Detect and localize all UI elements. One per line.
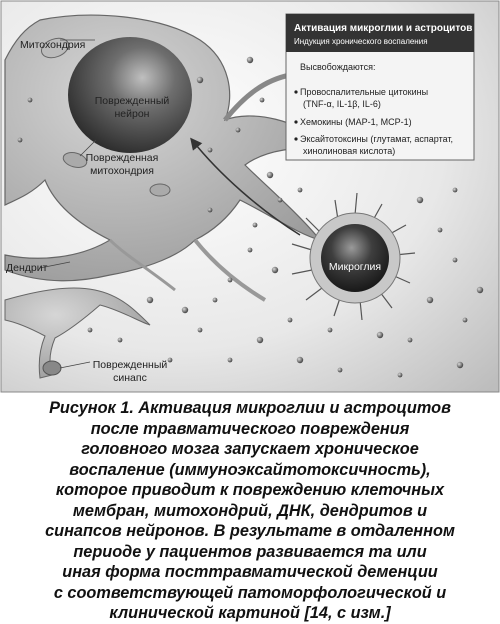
particle xyxy=(398,373,403,378)
damaged-mitochondria-shape xyxy=(150,184,170,196)
particle xyxy=(463,318,468,323)
particle xyxy=(377,332,383,338)
caption-line: Рисунок 1. Активация микроглии и астроцитов xyxy=(49,399,451,417)
caption-line: которое приводит к повреждению клеточных xyxy=(55,481,445,499)
bullet-icon xyxy=(294,90,297,93)
particle xyxy=(88,328,93,333)
particle xyxy=(213,298,218,303)
particle xyxy=(197,77,203,83)
particle xyxy=(208,148,213,153)
particle xyxy=(228,278,233,283)
caption-line: клинической картиной [14, с изм.] xyxy=(109,604,391,622)
label-damaged-synapse-1: Поврежденный xyxy=(92,359,168,371)
particle xyxy=(118,338,123,343)
caption-line: иная форма посттравматической деменции xyxy=(62,563,438,581)
particle xyxy=(208,208,213,213)
particle xyxy=(438,228,443,233)
label-microglia: Микроглия xyxy=(328,261,382,273)
particle xyxy=(253,223,258,228)
particle xyxy=(453,188,458,193)
particle xyxy=(427,297,433,303)
info-item-excitotoxins-2: хинолиновая кислота) xyxy=(303,146,396,156)
particle xyxy=(228,358,233,363)
particle xyxy=(147,297,153,303)
particle xyxy=(453,258,458,263)
caption-line: синапсов нейронов. В результате в отдаленном xyxy=(45,522,455,540)
particle xyxy=(257,337,263,343)
particle xyxy=(267,172,273,178)
info-item-excitotoxins-1: Эксайтотоксины (глутамат, аспартат, xyxy=(300,134,454,144)
caption-line: мембран, митохондрий, ДНК, дендритов и xyxy=(72,501,428,520)
caption-line: головного мозга запускает хроническое xyxy=(81,440,419,458)
particle xyxy=(298,188,303,193)
info-item-chemokines: Хемокины (MAP-1, MCP-1) xyxy=(300,117,412,127)
label-damaged-synapse-2: синапс xyxy=(113,372,147,384)
caption-line: периоде у пациентов развивается та или xyxy=(73,542,427,561)
particle xyxy=(18,138,23,143)
particle xyxy=(457,362,463,368)
synapse-shape xyxy=(43,361,61,375)
bullet-icon xyxy=(294,137,297,140)
caption-line: с соответствующей патоморфологической и xyxy=(53,583,447,602)
particle xyxy=(278,198,283,203)
info-item-cytokines-1: Провоспалительные цитокины xyxy=(300,87,429,97)
particle xyxy=(198,328,203,333)
particle xyxy=(477,287,483,293)
label-damaged-mitochondria-1: Поврежденная xyxy=(85,152,159,164)
particle xyxy=(28,98,33,103)
info-item-cytokines-2: (TNF-α, IL-1β, IL-6) xyxy=(303,99,381,109)
bullet-icon xyxy=(294,120,297,123)
info-box-released-label: Высвобождаются: xyxy=(300,62,376,72)
caption-line: после травматического повреждения xyxy=(90,419,410,438)
figure-caption xyxy=(8,398,492,624)
particle xyxy=(288,318,293,323)
particle xyxy=(248,248,253,253)
particle xyxy=(297,357,303,363)
particle xyxy=(247,57,253,63)
caption-line: воспаление (иммуноэксайтотоксичность), xyxy=(69,460,431,479)
particle xyxy=(408,338,413,343)
particle xyxy=(417,197,423,203)
label-damaged-neuron-1: Поврежденный xyxy=(94,95,170,107)
label-damaged-mitochondria-2: митохондрия xyxy=(90,165,154,177)
info-box-title: Активация микроглии и астроцитов xyxy=(294,23,473,34)
label-damaged-neuron-2: нейрон xyxy=(114,108,150,120)
label-mitochondria: Митохондрия xyxy=(20,39,86,51)
particle xyxy=(168,358,173,363)
particle xyxy=(260,98,265,103)
info-box xyxy=(286,14,474,160)
particle xyxy=(328,328,333,333)
particle xyxy=(272,267,278,273)
info-box-subtitle: Индукция хронического воспаления xyxy=(294,37,428,46)
particle xyxy=(182,307,188,313)
particle xyxy=(236,128,241,133)
label-dendrite: Дендрит xyxy=(6,262,48,274)
particle xyxy=(338,368,343,373)
